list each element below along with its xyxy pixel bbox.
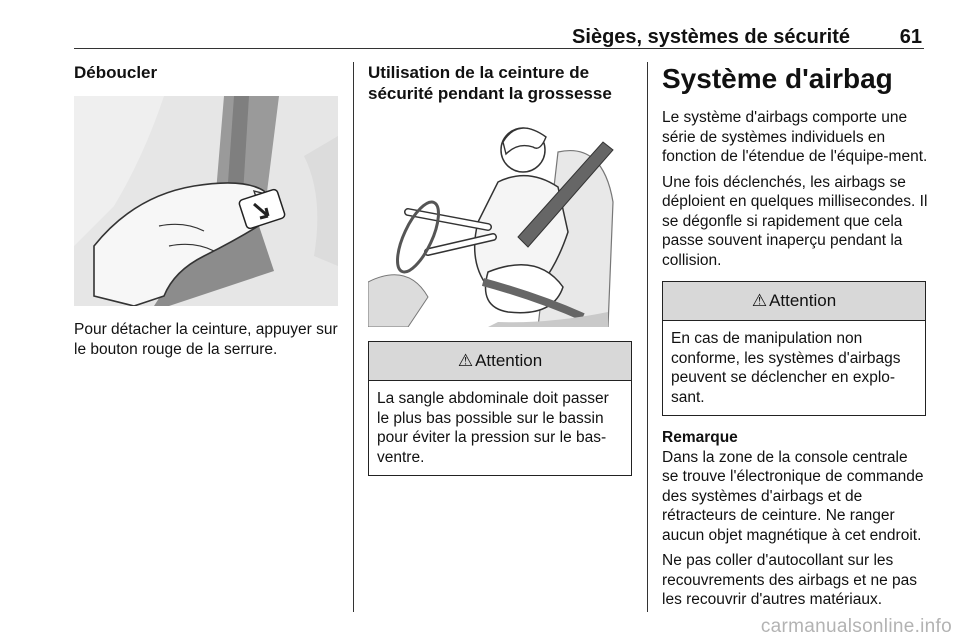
heading-airbag: Système d'airbag: [662, 63, 893, 94]
heading-pregnancy: Utilisation de la ceinture de sécurité pendant la grossesse: [368, 63, 612, 103]
warning-triangle-icon: ⚠: [457, 351, 474, 370]
airbag-warning-box: [662, 281, 926, 416]
pregnant-driver-with-seat-belt-icon: [368, 112, 632, 327]
pregnancy-warning-box: [368, 341, 632, 476]
hand-pressing-belt-buckle-icon: [74, 96, 338, 306]
warning-header: [369, 342, 631, 381]
column-divider: [353, 62, 354, 612]
warning-triangle-icon: ⚠: [751, 291, 768, 310]
section-title: Sièges, systèmes de sécurité: [572, 26, 850, 48]
column-airbag: [662, 62, 928, 610]
note-text: Dans la zone de la console centrale se trouve l'électronique de commande des systèmes d'airbags et de rétracteurs de ceinture. Ne ranger aucun objet magnétique à cet endroit.: [662, 448, 924, 544]
warning-title: Attention: [475, 351, 543, 370]
warning-header: [663, 282, 925, 321]
heading-unbuckle: Déboucler: [74, 63, 158, 82]
sticker-instructions: Ne pas coller d'autocollant sur les recouvrements des airbags et ne pas les recouvrir d'autres matériaux.: [662, 552, 918, 608]
note-title: Remarque: [662, 429, 738, 446]
column-pregnancy: [368, 62, 634, 476]
column-divider: [647, 62, 648, 612]
page-header: [74, 14, 924, 49]
warning-title: Attention: [769, 291, 837, 310]
page-number: 61: [899, 26, 922, 48]
column-unbuckle: [74, 62, 340, 359]
airbag-deployment: Une fois déclenchés, les airbags se déploient en quelques millisecondes. Il se dégonfle si rapidement que cela passe souvent inaperçu pendant la collision.: [662, 173, 928, 269]
buckle-figure: [74, 96, 338, 306]
airbag-intro: Le système d'airbags comporte une série de systèmes individuels en fonction de l'étendue de l'équipe-ment.: [662, 109, 928, 165]
warning-text: La sangle abdominale doit passer le plus bas possible sur le bassin pour éviter la pression sur le bas-ventre.: [377, 390, 609, 466]
warning-text: En cas de manipulation non conforme, les systèmes d'airbags peuvent se déclencher en explo-sant.: [671, 330, 901, 406]
pregnancy-figure: [368, 112, 632, 327]
unbuckle-instructions: Pour détacher la ceinture, appuyer sur le bouton rouge de la serrure.: [74, 321, 338, 358]
watermark: carmanualsonline.info: [760, 616, 952, 637]
